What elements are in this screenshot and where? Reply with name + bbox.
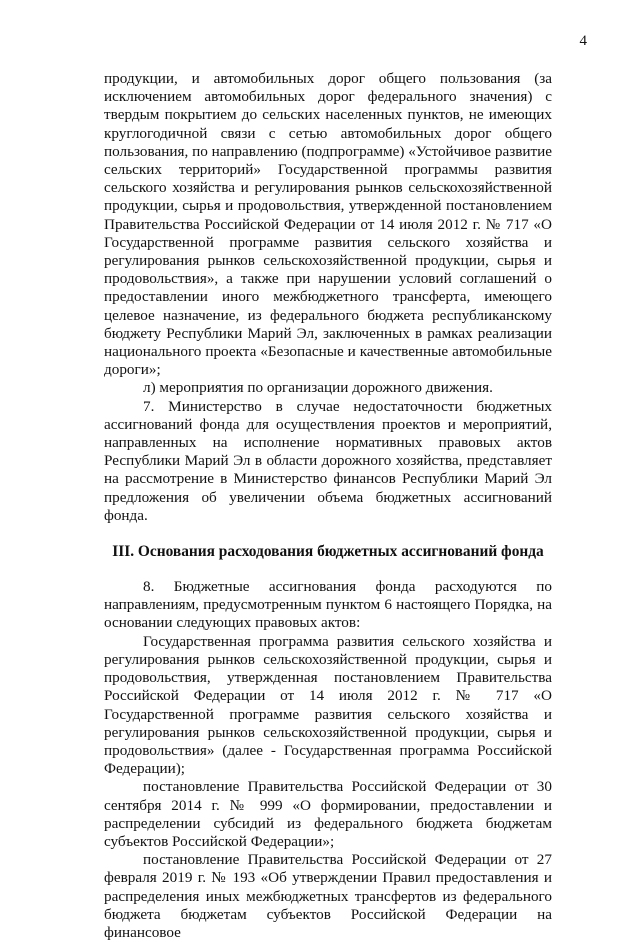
legal-act-state-program: Государственная программа развития сельского хозяйства и регулирования рынков сельскохозяйственной продукции, сырья и продовольствия, утвержденная постановлением Правительства Российской Федерации от 14 июля 2012 г. № 717 «О Государственной программе развития сельского хозяйства и регулирования рынков сельскохозяйственной продукции, сырья и продовольствия» (далее - Государственная программа Российской Федерации);: [104, 632, 552, 778]
document-body: [104, 70, 552, 942]
paragraph-continuation: продукции, и автомобильных дорог общего пользования (за исключением автомобильных дорог федерального значения) с твердым покрытием до сельских населенных пунктов, не имеющих круглогодичной связи с сетью автомобильных дорог общего пользования, по направлению (подпрограмме) «Устойчивое развитие сельских территорий» Государственной программы развития сельского хозяйства и регулирования рынков сельскохозяйственной продукции, сырья и продовольствия, утвержденной постановлением Правительства Российской Федерации от 14 июля 2012 г. № 717 «О Государственной программе развития сельского хозяйства и регулирования рынков сельскохозяйственной продукции, сырья и продовольствия», а также при нарушении условий соглашений о предоставлении иного межбюджетного трансферта, имеющего целевое назначение, из федерального бюджета республиканскому бюджету Республики Марий Эл, заключенных в рамках реализации национального проекта «Безопасные и качественные автомобильные дороги»;: [104, 70, 552, 379]
legal-act-resolution-999: постановление Правительства Российской Федерации от 30 сентября 2014 г. № 999 «О формировании, предоставлении и распределении субсидий из федерального бюджета бюджетам субъектов Российской Федерации»;: [104, 778, 552, 850]
section-heading: III. Основания расходования бюджетных ассигнований фонда: [112, 543, 544, 561]
legal-act-resolution-193: постановление Правительства Российской Федерации от 27 февраля 2019 г. № 193 «Об утверждении Правил предоставления и распределения иных межбюджетных трансфертов из федерального бюджета бюджетам субъектов Российской Федерации на финансовое: [104, 851, 552, 941]
page-number: 4: [579, 33, 587, 49]
list-item-l: л) мероприятия по организации дорожного движения.: [143, 379, 493, 397]
paragraph-7: 7. Министерство в случае недостаточности бюджетных ассигнований фонда для осуществления проектов и мероприятий, направленных на исполнение нормативных правовых актов Республики Марий Эл в области дорожного хозяйства, представляет на рассмотрение в Министерство финансов Республики Марий Эл предложения об увеличении объема бюджетных ассигнований фонда.: [104, 397, 552, 524]
paragraph-8: 8. Бюджетные ассигнования фонда расходуются по направлениям, предусмотренным пунктом 6 настоящего Порядка, на основании следующих правовых актов:: [104, 578, 552, 632]
